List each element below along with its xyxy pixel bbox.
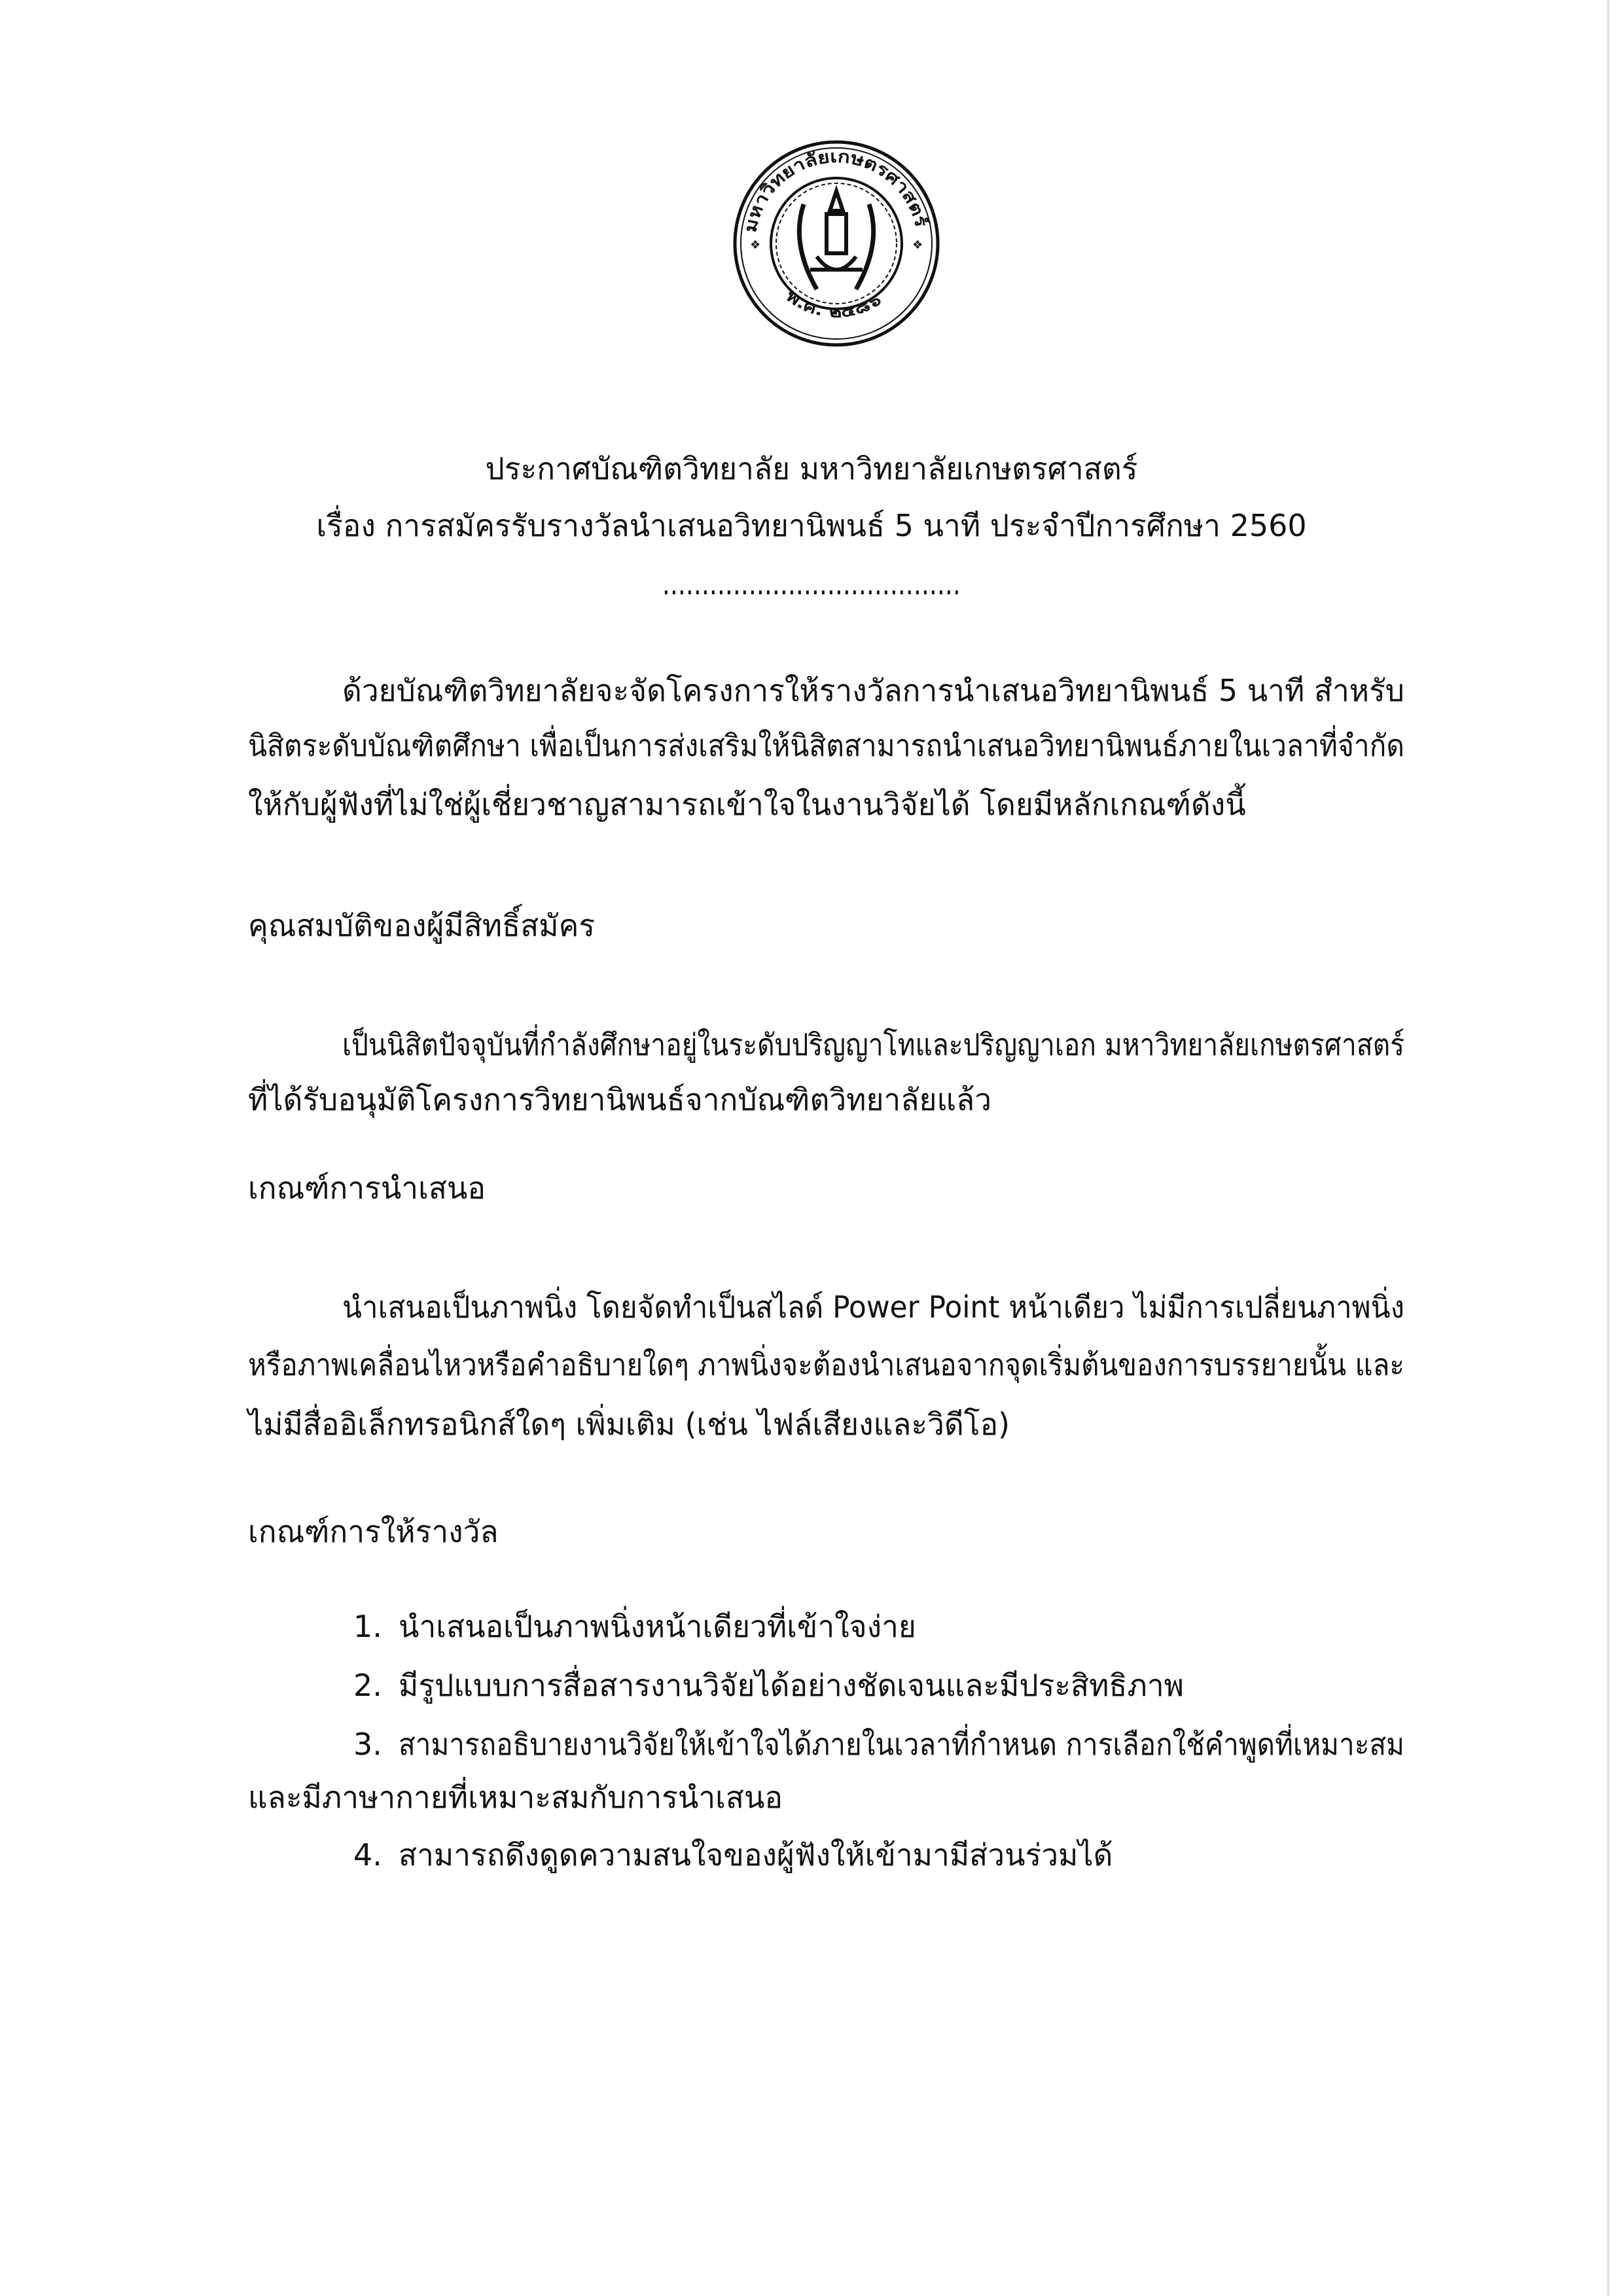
section-heading-presentation: เกณฑ์การนำเสนอ <box>248 1170 486 1206</box>
seal-year-text: พ.ศ. ๒๔๘๖ <box>782 286 882 321</box>
criteria-number: 4. <box>353 1837 382 1873</box>
presentation-line: นำเสนอเป็นภาพนิ่ง โดยจัดทำเป็นสไลด์ Power Point หน้าเดียว ไม่มีการเปลี่ยนภาพนิ่ง <box>342 1289 1404 1325</box>
criteria-item-continued: และมีภาษากายที่เหมาะสมกับการนำเสนอ <box>248 1780 783 1815</box>
announcement-subject: เรื่อง การสมัครรับรางวัลนำเสนอวิทยานิพนธ์ 5 นาที ประจำปีการศึกษา 2560 <box>316 508 1307 543</box>
svg-text:❖: ❖ <box>912 238 923 252</box>
section-heading-award-criteria: เกณฑ์การให้รางวัล <box>248 1514 499 1549</box>
criteria-number: 2. <box>353 1668 382 1703</box>
university-seal-logo <box>732 139 941 348</box>
scan-edge <box>1607 0 1609 2296</box>
criteria-number: 3. <box>353 1727 382 1762</box>
criteria-item: สามารถอธิบายงานวิจัยให้เข้าใจได้ภายในเวลาที่กำหนด การเลือกใช้คำพูดที่เหมาะสม <box>399 1727 1404 1762</box>
presentation-line: ไม่มีสื่ออิเล็กทรอนิกส์ใดๆ เพิ่มเติม (เช่น ไฟล์เสียงและวิดีโอ) <box>248 1407 1010 1442</box>
seal-outer-text: มหาวิทยาลัยเกษตรศาสตร์ <box>741 147 931 234</box>
section-heading-eligibility: คุณสมบัติของผู้มีสิทธิ์สมัคร <box>248 908 596 943</box>
intro-line: ด้วยบัณฑิตวิทยาลัยจะจัดโครงการให้รางวัลการนำเสนอวิทยานิพนธ์ 5 นาที สำหรับ <box>342 673 1404 708</box>
criteria-item: มีรูปแบบการสื่อสารงานวิจัยได้อย่างชัดเจนและมีประสิทธิภาพ <box>399 1668 1184 1703</box>
announcement-title: ประกาศบัณฑิตวิทยาลัย มหาวิทยาลัยเกษตรศาสตร์ <box>485 451 1138 486</box>
svg-text:❖: ❖ <box>750 238 761 252</box>
svg-text:พ.ศ. ๒๔๘๖ <box>783 287 885 321</box>
criteria-item: สามารถดึงดูดความสนใจของผู้ฟังให้เข้ามามีส่วนร่วมได้ <box>399 1837 1113 1873</box>
title-separator: ...................................... <box>662 566 961 601</box>
criteria-item: นำเสนอเป็นภาพนิ่งหน้าเดียวที่เข้าใจง่าย <box>399 1609 916 1644</box>
intro-line: นิสิตระดับบัณฑิตศึกษา เพื่อเป็นการส่งเสริมให้นิสิตสามารถนำเสนอวิทยานิพนธ์ภายในเวลาที่จำกัด <box>248 728 1404 763</box>
eligibility-line: ที่ได้รับอนุมัติโครงการวิทยานิพนธ์จากบัณฑิตวิทยาลัยแล้ว <box>248 1082 992 1117</box>
presentation-line: หรือภาพเคลื่อนไหวหรือคำอธิบายใดๆ ภาพนิ่งจะต้องนำเสนอจากจุดเริ่มต้นของการบรรยายนั้น และ <box>248 1347 1404 1382</box>
eligibility-line: เป็นนิสิตปัจจุบันที่กำลังศึกษาอยู่ในระดับปริญญาโทและปริญญาเอก มหาวิทยาลัยเกษตรศาสตร์ <box>342 1027 1404 1062</box>
intro-line: ให้กับผู้ฟังที่ไม่ใช่ผู้เชี่ยวชาญสามารถเข้าใจในงานวิจัยได้ โดยมีหลักเกณฑ์ดังนี้ <box>248 787 1246 822</box>
criteria-number: 1. <box>353 1609 382 1644</box>
